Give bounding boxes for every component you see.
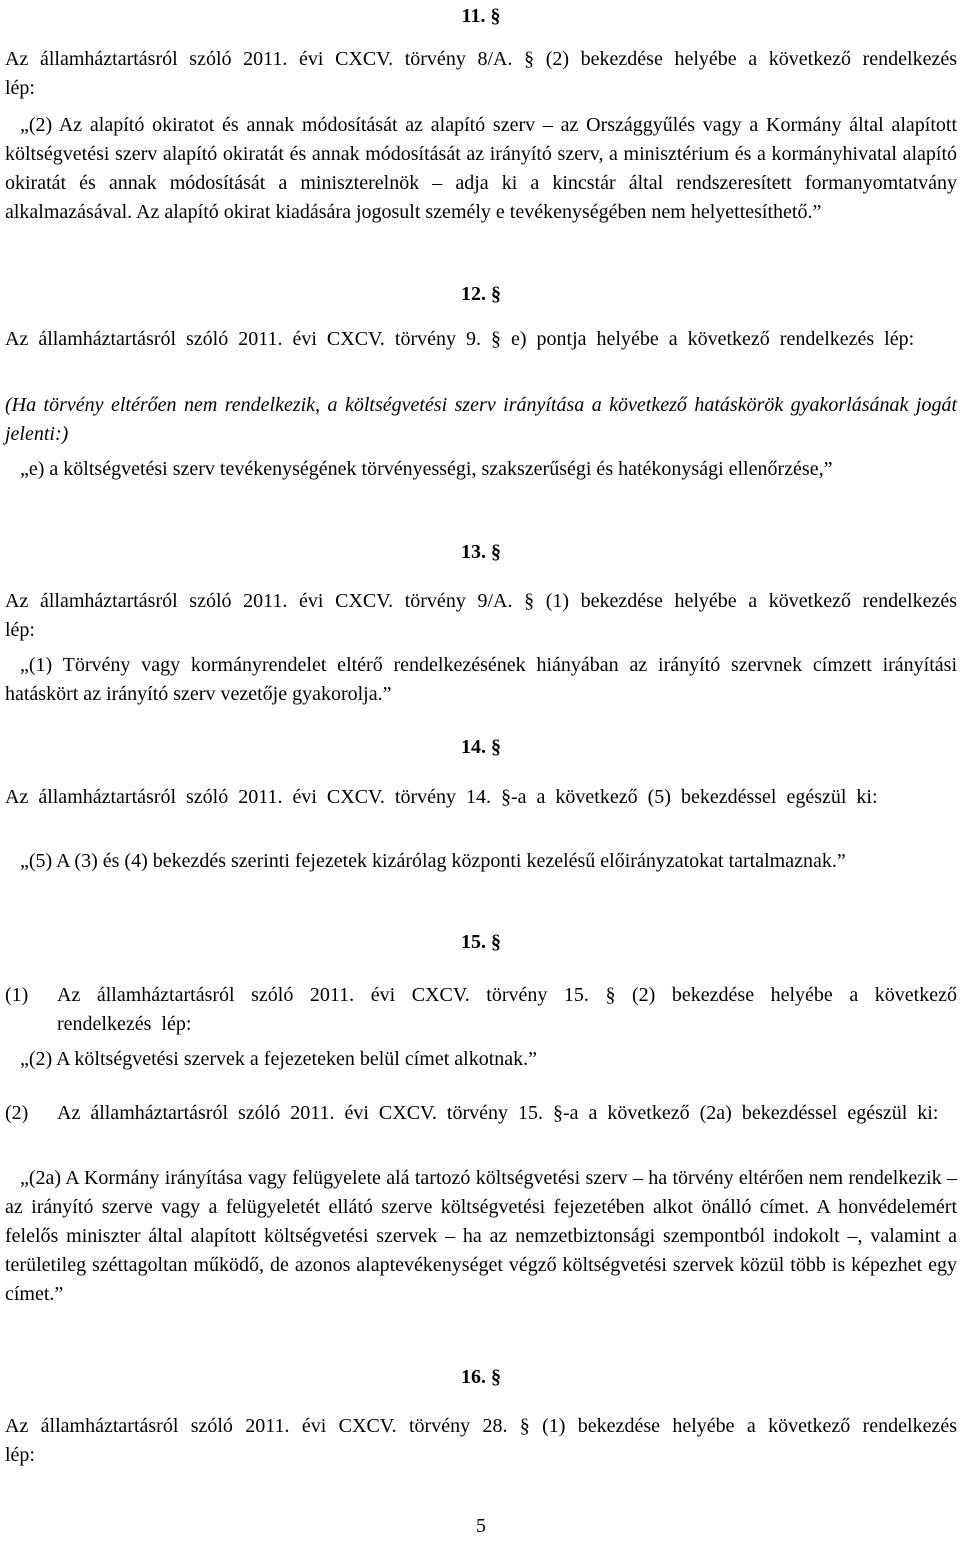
section-heading-16: 16. §	[461, 1366, 501, 1388]
section-14-quote: „(5) A (3) és (4) bekezdés szerinti fejezetek kizárólag központi kezelésű előirányzatokat tartalmaznak.”	[20, 850, 846, 872]
item-text: Az államháztartásról szóló 2011. évi CXCV. törvény 15. § (2) bekezdése helyébe a következő rendelkezés lép:	[57, 984, 957, 1035]
item-text: Az államháztartásról szóló 2011. évi CXCV. törvény 15. §-a a következő (2a) bekezdéssel egészül ki:	[57, 1102, 939, 1124]
section-15-item-1-quote: „(2) A költségvetési szervek a fejezeteken belül címet alkotnak.”	[20, 1048, 538, 1070]
section-heading-14: 14. §	[461, 736, 501, 758]
section-13-quote: „(1) Törvény vagy kormányrendelet eltérő rendelkezésének hiányában az irányító szervnek címzett irányítási hatáskört az irányító szerv vezetője gyakorolja.”	[5, 654, 957, 705]
section-11-intro: Az államháztartásról szóló 2011. évi CXCV. törvény 8/A. § (2) bekezdése helyébe a következő rendelkezés lép:	[5, 48, 957, 99]
page-number: 5	[476, 1515, 486, 1537]
section-16-intro: Az államháztartásról szóló 2011. évi CXCV. törvény 28. § (1) bekezdése helyébe a következő rendelkezés lép:	[5, 1415, 957, 1466]
section-15-item-2-quote: „(2a) A Kormány irányítása vagy felügyelete alá tartozó költségvetési szerv – ha törvény eltérően nem rendelkezik – az irányító szerve vagy a felügyeletét ellátó szerve költségvetési fejezetében alkot önálló címet. A honvédelemért felelős miniszter által alapított költségvetési szervek – ha az nemzetbiztonsági szempontból indokolt –, valamint a területileg széttagoltan működő, de azonos alaptevékenységet végző költségvetési szervek közül több is képezhet egy címet.”	[5, 1167, 957, 1305]
section-heading-13: 13. §	[461, 541, 501, 563]
item-number: (1)	[5, 984, 29, 1006]
section-heading-11: 11. §	[461, 5, 501, 27]
section-heading-15: 15. §	[461, 931, 501, 953]
section-12-quote: „e) a költségvetési szerv tevékenységének törvényességi, szakszerűségi és hatékonysági ellenőrzése,”	[20, 458, 833, 480]
section-13-intro: Az államháztartásról szóló 2011. évi CXCV. törvény 9/A. § (1) bekezdése helyébe a következő rendelkezés lép:	[5, 590, 957, 641]
section-12-intro: Az államháztartásról szóló 2011. évi CXCV. törvény 9. § e) pontja helyébe a következő rendelkezés lép:	[5, 328, 915, 350]
section-heading-12: 12. §	[461, 283, 501, 305]
section-12-context: (Ha törvény eltérően nem rendelkezik, a költségvetési szerv irányítása a következő hatáskörök gyakorlásának jogát jelenti:)	[5, 394, 957, 445]
section-11-quote: „(2) Az alapító okiratot és annak módosítását az alapító szerv – az Országgyűlés vagy a Kormány által alapított költségvetési szerv alapító okiratát és annak módosítását az irányító szerv, a minisztérium és a kormányhivatal alapító okiratát és annak módosítását a miniszterelnök – adja ki a kincstár által rendszeresített formanyomtatvány alkalmazásával. Az alapító okirat kiadására jogosult személy e tevékenységében nem helyettesíthető.”	[5, 114, 957, 223]
item-number: (2)	[5, 1102, 29, 1124]
section-14-intro: Az államháztartásról szóló 2011. évi CXCV. törvény 14. §-a a következő (5) bekezdéssel egészül ki:	[5, 786, 878, 808]
section-15-item-2	[5, 1099, 957, 1128]
section-15-item-1	[5, 981, 957, 1039]
